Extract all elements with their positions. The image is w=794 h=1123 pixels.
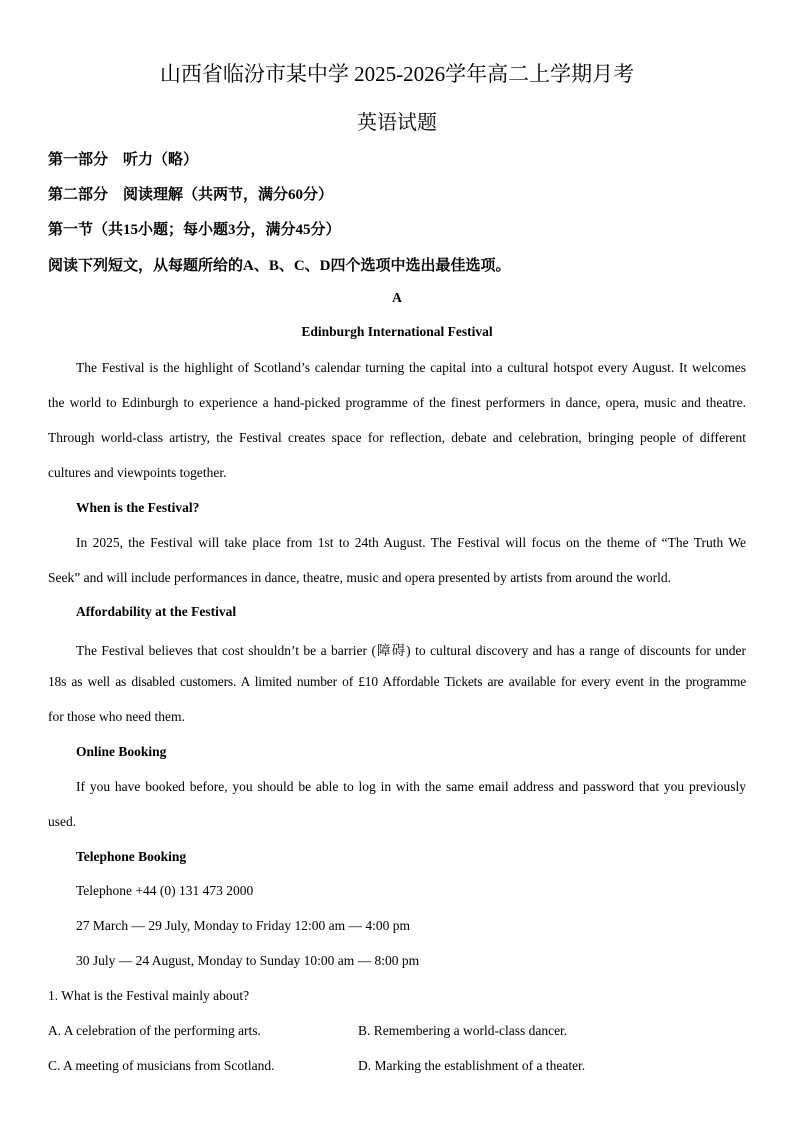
booking-hours-1: 27 March — 29 July, Monday to Friday 12:00 am — 4:00 pm bbox=[76, 918, 410, 933]
question-1-option-b: B. Remembering a world-class dancer. bbox=[358, 1023, 568, 1038]
online-booking-line: used. bbox=[48, 814, 77, 829]
section1-heading: 第一节（共15小题；每小题3分，满分45分） bbox=[48, 222, 341, 238]
part2-heading: 第二部分 阅读理解（共两节，满分60分） bbox=[48, 187, 334, 203]
booking-hours-2: 30 July — 24 August, Monday to Sunday 10:00 am — 8:00 pm bbox=[76, 953, 420, 968]
telephone-number: Telephone +44 (0) 131 473 2000 bbox=[76, 883, 254, 898]
affordability-heading: Affordability at the Festival bbox=[76, 604, 237, 619]
question-1-stem: 1. What is the Festival mainly about? bbox=[48, 988, 250, 1003]
question-1-option-c: C. A meeting of musicians from Scotland. bbox=[48, 1058, 275, 1073]
intro-line: the world to Edinburgh to experience a hand-picked programme of the finest performers in dance, opera, music and theatre. bbox=[48, 395, 746, 410]
when-line: In 2025, the Festival will take place from 1st to 24th August. The Festival will focus on the theme of “The Truth We bbox=[76, 535, 746, 550]
question-1-option-a: A. A celebration of the performing arts. bbox=[48, 1023, 261, 1038]
online-booking-heading: Online Booking bbox=[76, 744, 167, 759]
online-booking-line: If you have booked before, you should be able to log in with the same email address and password that you previously bbox=[76, 779, 746, 794]
exam-title: 山西省临汾市某中学 2025-2026学年高二上学期月考 bbox=[159, 62, 635, 86]
passage-letter: A bbox=[392, 290, 402, 305]
passage-title: Edinburgh International Festival bbox=[301, 324, 493, 339]
intro-line: The Festival is the highlight of Scotland’s calendar turning the capital into a cultural hotspot every August. It welcomes bbox=[76, 360, 746, 375]
intro-line: cultures and viewpoints together. bbox=[48, 465, 227, 480]
intro-line: Through world-class artistry, the Festival creates space for reflection, debate and celebration, bringing people of different bbox=[48, 430, 746, 445]
affordability-line: The Festival believes that cost shouldn’t be a barrier (障碍) to cultural discovery and has a range of discounts for under bbox=[76, 643, 746, 658]
when-line: Seek” and will include performances in dance, theatre, music and opera presented by artists from around the world. bbox=[48, 570, 672, 585]
when-heading: When is the Festival? bbox=[76, 500, 200, 515]
affordability-line: 18s as well as disabled customers. A limited number of £10 Affordable Tickets are available for every event in the programme bbox=[48, 674, 746, 689]
instruction-text: 阅读下列短文，从每题所给的A、B、C、D四个选项中选出最佳选项。 bbox=[48, 258, 511, 274]
question-1-option-d: D. Marking the establishment of a theater. bbox=[358, 1058, 586, 1073]
affordability-line: for those who need them. bbox=[48, 709, 185, 724]
exam-subtitle: 英语试题 bbox=[357, 112, 437, 134]
part1-heading: 第一部分 听力（略） bbox=[48, 152, 199, 168]
telephone-booking-heading: Telephone Booking bbox=[76, 849, 187, 864]
